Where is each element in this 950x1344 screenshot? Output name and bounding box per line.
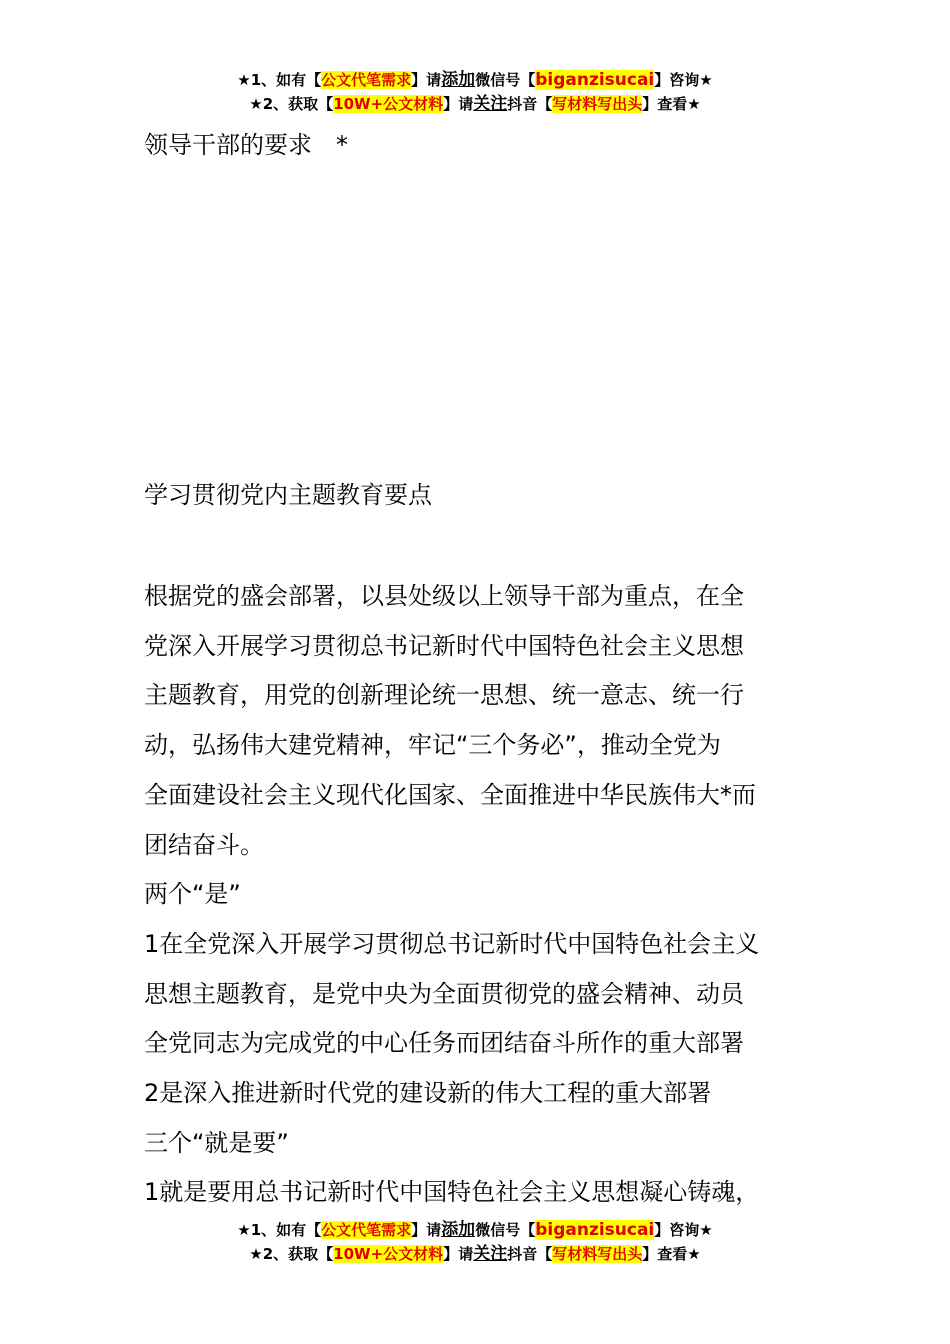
document-heading-1 <box>144 127 824 163</box>
banner-highlight: biganzisucai <box>535 70 655 90</box>
banner-underline: 添加 <box>441 70 476 90</box>
banner-highlight: 10W+公文材料 <box>333 95 444 113</box>
banner-text: ★1、如有【 <box>237 1221 322 1239</box>
body-line: 1在全党深入开展学习贯彻总书记新时代中国特色社会主义 <box>144 929 760 958</box>
banner-highlight: 公文代笔需求 <box>321 71 412 89</box>
banner-text: 抖音【 <box>507 1245 553 1263</box>
banner-highlight: 公文代笔需求 <box>321 1221 412 1239</box>
banner-highlight: 写材料写出头 <box>552 1245 643 1263</box>
document-heading-2 <box>144 477 824 513</box>
body-line: 两个“是” <box>144 880 241 909</box>
top-banner <box>0 68 950 116</box>
banner-text: 】咨询★ <box>654 1221 713 1239</box>
banner-text: ★1、如有【 <box>237 71 322 89</box>
body-line: 动，弘扬伟大建党精神，牢记“三个务必”，推动全党为 <box>144 731 721 760</box>
banner-text: 微信号【 <box>475 71 536 89</box>
body-line: 1就是要用总书记新时代中国特色社会主义思想凝心铸魂， <box>144 1178 760 1207</box>
body-line: 根据党的盛会部署，以县处级以上领导干部为重点，在全 <box>144 582 744 610</box>
document-body <box>144 572 824 1218</box>
banner-line-1 <box>0 68 950 92</box>
banner-text: 抖音【 <box>507 95 553 113</box>
body-line: 主题教育，用党的创新理论统一思想、统一意志、统一行 <box>144 681 744 710</box>
body-line: 全面建设社会主义现代化国家、全面推进中华民族伟大*而 <box>144 780 756 809</box>
body-line: 2是深入推进新时代党的建设新的伟大工程的重大部署 <box>144 1079 712 1108</box>
body-line: 思想主题教育，是党中央为全面贯彻党的盛会精神、动员 <box>144 979 744 1008</box>
banner-text: 】查看★ <box>642 95 701 113</box>
bottom-banner <box>0 1218 950 1266</box>
banner-text: 微信号【 <box>475 1221 536 1239</box>
banner-line-1 <box>0 1218 950 1242</box>
banner-underline: 关注 <box>473 94 508 114</box>
banner-underline: 关注 <box>473 1244 508 1264</box>
body-line: 三个“就是要” <box>144 1128 289 1157</box>
banner-text: 】请 <box>411 71 442 89</box>
banner-text: 】查看★ <box>642 1245 701 1263</box>
banner-highlight: 写材料写出头 <box>552 95 643 113</box>
body-line: 党深入开展学习贯彻总书记新时代中国特色社会主义思想 <box>144 631 744 660</box>
body-line: 团结奋斗。 <box>144 830 264 859</box>
banner-text: 】请 <box>443 1245 474 1263</box>
banner-text: ★2、获取【 <box>249 1245 334 1263</box>
banner-highlight: biganzisucai <box>535 1220 655 1240</box>
banner-text: ★2、获取【 <box>249 95 334 113</box>
banner-text: 】请 <box>443 95 474 113</box>
banner-line-2 <box>0 92 950 116</box>
body-line: 全党同志为完成党的中心任务而团结奋斗所作的重大部署 <box>144 1029 744 1058</box>
heading-text: 领导干部的要求 * <box>144 131 348 159</box>
banner-line-2 <box>0 1242 950 1266</box>
banner-text: 】咨询★ <box>654 71 713 89</box>
banner-text: 】请 <box>411 1221 442 1239</box>
banner-underline: 添加 <box>441 1220 476 1240</box>
heading-text: 学习贯彻党内主题教育要点 <box>144 481 432 509</box>
banner-highlight: 10W+公文材料 <box>333 1245 444 1263</box>
